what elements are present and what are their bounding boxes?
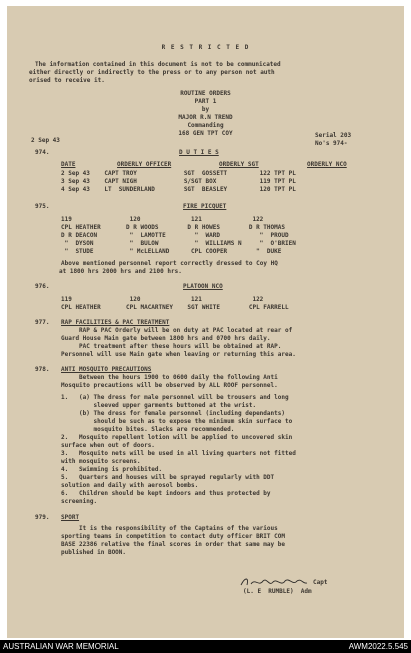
section-title-sport: SPORT [61, 514, 80, 521]
footer-accession: AWM2022.5.545 [348, 642, 408, 651]
mosquito-line: Between the hours 1900 to 0600 daily the following Anti [61, 374, 278, 381]
signatory-name: (L. E RUMBLE) Adm [243, 588, 312, 595]
orders-part: PART 1 [194, 98, 217, 105]
serial-number: Serial 203 [315, 132, 352, 139]
rap-line: RAP & PAC Orderly will be on duty at PAC located at rear of [61, 327, 293, 334]
mosquito-line: solution and daily with aerosol bombs. [61, 482, 199, 489]
section-number: 976. [35, 283, 50, 290]
rap-line: Personnel will use Main gate when leaving or returning this area. [61, 351, 296, 358]
picquet-columns: 119 120 121 122 [61, 216, 264, 223]
notice-line: either directly or indirectly to the press or to any person not auth [29, 69, 275, 76]
duty-row: 3 Sep 43 CAPT NIGH S/SGT BOX 119 TPT PL [61, 178, 296, 185]
mosquito-line: (b) The dress for female personnel (including dependants) [61, 410, 285, 417]
orders-title: ROUTINE ORDERS [180, 90, 231, 97]
mosquito-line: screening. [61, 498, 98, 505]
section-number: 979. [35, 514, 50, 521]
section-title-picquet: FIRE PICQUET [183, 203, 227, 210]
section-title-platoon: PLATOON NCO [183, 283, 223, 290]
notice-line: orised to receive it. [29, 77, 105, 84]
footer-bar [0, 640, 411, 653]
section-number: 978. [35, 366, 50, 373]
section-title-rap: RAP FACILITIES & PAC TREATMENT [61, 319, 170, 326]
column-header: ORDERLY OFFICER [117, 161, 172, 168]
column-header: ORDERLY SGT [219, 161, 259, 168]
mosquito-line: 5. Quarters and houses will be sprayed regularly with DDT [61, 474, 275, 481]
rap-line: PAC treatment after these hours will be obtained at RAP. [61, 343, 282, 350]
commanding-label: Commanding [187, 122, 224, 129]
mosquito-line: 4. Swimming is prohibited. [61, 466, 163, 473]
platoon-row: CPL HEATHER CPL MACARTNEY SGT WHITE CPL FARRELL [61, 304, 289, 311]
mosquito-line: surface when out of doors. [61, 442, 155, 449]
signature-rank: Capt [313, 579, 328, 586]
commander-name: MAJOR R.N TREND [178, 114, 233, 121]
mosquito-line: 1. (a) The dress for male personnel will be trousers and long [61, 394, 289, 401]
unit-name: 168 GEN TPT COY [178, 130, 233, 137]
picquet-note: Above mentioned personnel report correctly dressed to Coy HQ [43, 260, 278, 267]
picquet-row: D R DEACON " LAMOTTE " WARD " PROUD [61, 232, 289, 239]
picquet-note: at 1800 hrs 2000 hrs and 2100 hrs. [59, 268, 182, 275]
column-header: DATE [61, 161, 76, 168]
column-header: ORDERLY NCO [307, 161, 347, 168]
sport-line: published in BOON. [61, 549, 127, 556]
document-page [7, 6, 404, 638]
section-number: 975. [35, 203, 50, 210]
order-date: 2 Sep 43 [31, 137, 60, 144]
mosquito-line: Mosquito precautions will be observed by ALL ROOF personnel. [61, 382, 278, 389]
platoon-columns: 119 120 121 122 [61, 296, 264, 303]
section-number: 977. [35, 319, 50, 326]
orders-by: by [201, 106, 210, 113]
section-number: 974. [35, 149, 50, 156]
sport-line: It is the responsibility of the Captains of the various [61, 525, 278, 532]
footer-source: AUSTRALIAN WAR MEMORIAL [3, 642, 119, 651]
mosquito-line: with mosquito screens. [61, 458, 141, 465]
sport-line: BASE 22386 relative the final scores in order that same may be [61, 541, 285, 548]
mosquito-line: 3. Mosquito nets will be used in all living quarters not fitted [61, 450, 296, 457]
sport-line: sporting teams in competition to contact duty officer BRIT COM [61, 533, 285, 540]
mosquito-line: should be such as to expose the minimum skin surface to [61, 418, 293, 425]
mosquito-line: 2. Mosquito repellent lotion will be applied to uncovered skin [61, 434, 293, 441]
section-title-mosquito: ANTI MOSQUITO PRECAUTIONS [61, 366, 152, 373]
section-title-duties: D U T I E S [179, 149, 219, 156]
restricted-heading: R E S T R I C T E D [161, 44, 250, 51]
picquet-row: CPL HEATHER D R WOODS D R HOWES D R THOMAS [61, 224, 285, 231]
mosquito-line: mosquito bites. Slacks are recommended. [61, 426, 235, 433]
mosquito-line: sleeved upper garments buttoned at the wrist. [61, 402, 257, 409]
picquet-row: " STUDE " McLELLAND CPL COOPER " DUKE [61, 248, 282, 255]
notice-line: The information contained in this document is not to be communicated [35, 61, 281, 68]
rap-line: Guard House Main gate between 1800 hrs and 0700 hrs daily. [61, 335, 271, 342]
order-numbers: No's 974- [315, 140, 348, 147]
picquet-row: " DYSON " BULOW " WILLIAMS N " O'BRIEN [61, 240, 296, 247]
duty-row: 2 Sep 43 CAPT TROY SGT GOSSETT 122 TPT PL [61, 170, 296, 177]
handwritten-signature [239, 575, 309, 589]
duty-row: 4 Sep 43 LT SUNDERLAND SGT BEASLEY 120 TPT PL [61, 186, 296, 193]
mosquito-line: 6. Children should be kept indoors and thus protected by [61, 490, 271, 497]
